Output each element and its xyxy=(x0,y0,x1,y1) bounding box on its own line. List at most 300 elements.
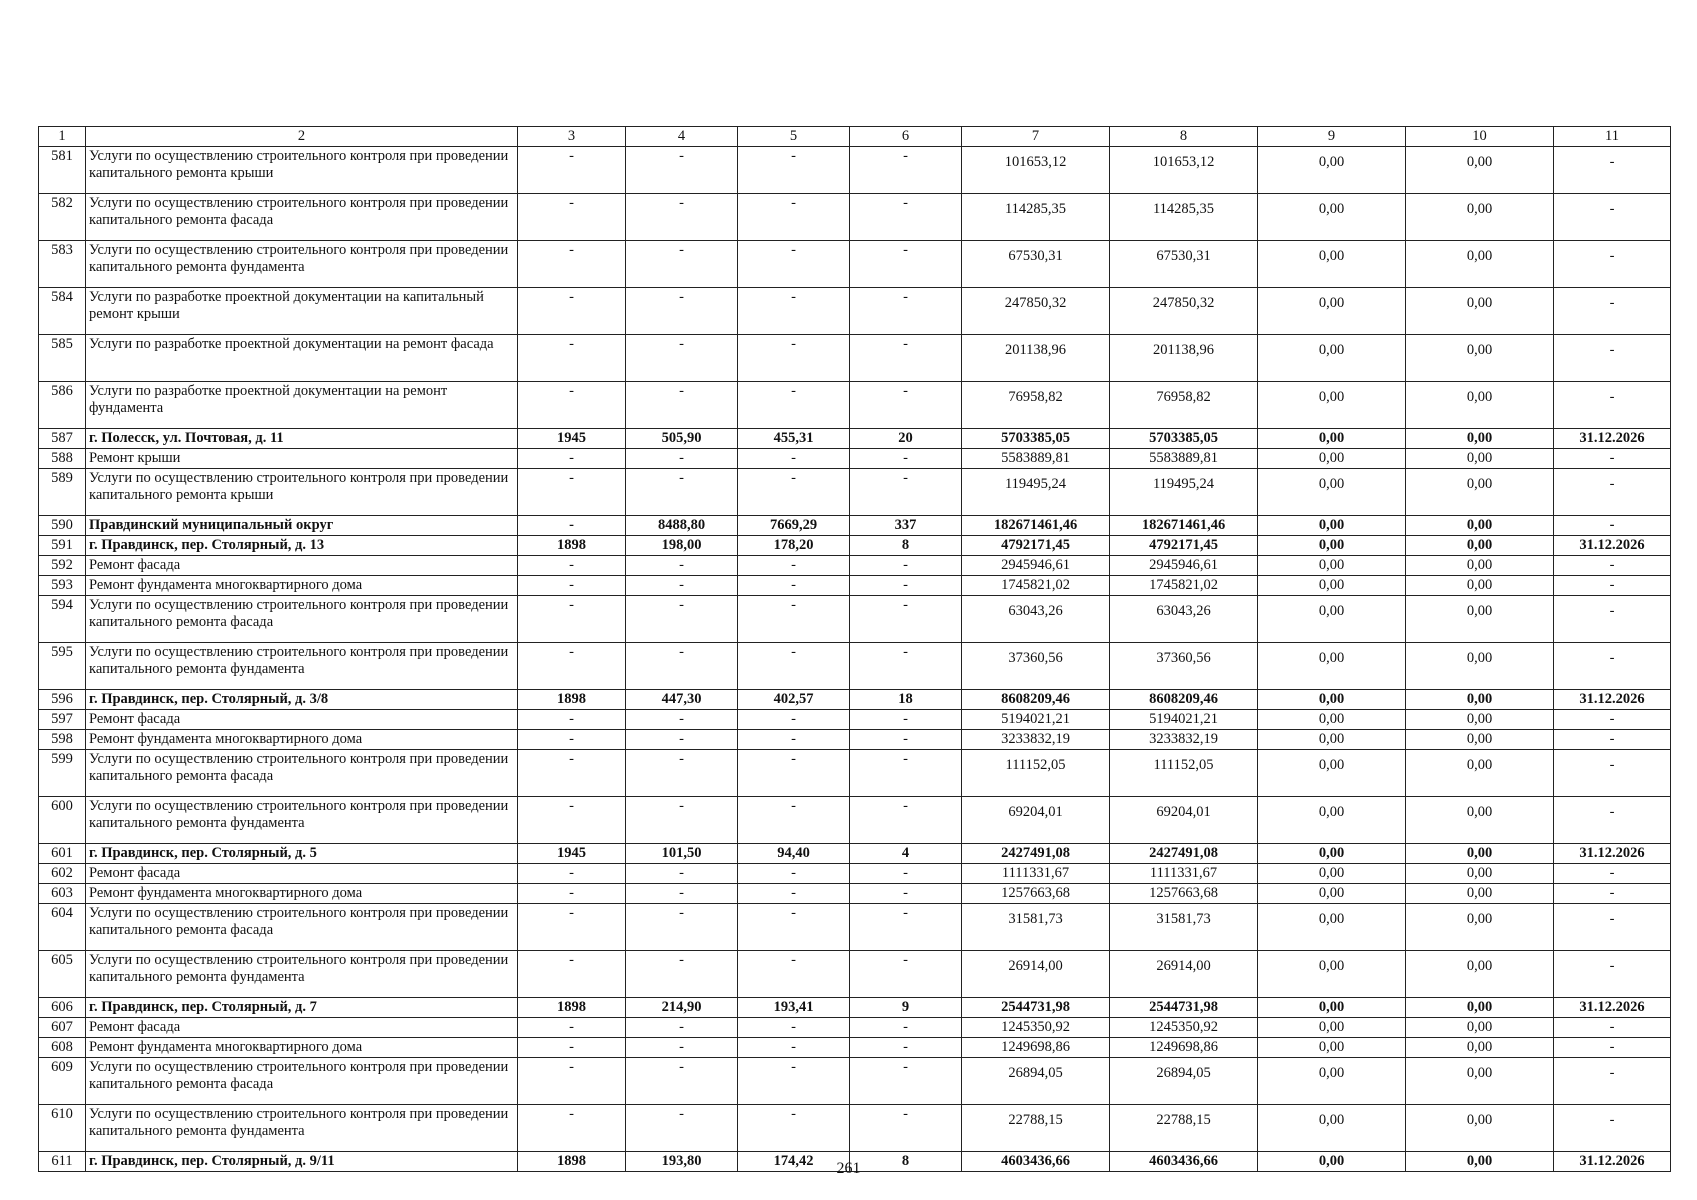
value-cell-7: 67530,31 xyxy=(962,241,1110,288)
value-cell-9: 0,00 xyxy=(1258,643,1406,690)
value-cell-3: - xyxy=(518,288,626,335)
value-cell-3: - xyxy=(518,1105,626,1152)
table-row xyxy=(39,844,1671,864)
row-name-cell: Услуги по разработке проектной документации на капитальный ремонт крыши xyxy=(86,288,518,335)
table-row xyxy=(39,643,1671,690)
value-cell-9: 0,00 xyxy=(1258,750,1406,797)
row-number-cell: 588 xyxy=(39,449,86,469)
row-number-cell: 608 xyxy=(39,1038,86,1058)
value-cell-8: 26914,00 xyxy=(1110,951,1258,998)
value-cell-8: 63043,26 xyxy=(1110,596,1258,643)
value-cell-7: 37360,56 xyxy=(962,643,1110,690)
value-cell-8: 76958,82 xyxy=(1110,382,1258,429)
table-row xyxy=(39,469,1671,516)
page-number: 261 xyxy=(836,1160,861,1177)
row-number-cell: 611 xyxy=(39,1152,86,1172)
value-cell-4: 101,50 xyxy=(626,844,738,864)
value-cell-7: 26894,05 xyxy=(962,1058,1110,1105)
value-cell-3: - xyxy=(518,449,626,469)
value-cell-6: - xyxy=(850,710,962,730)
row-name-cell: Ремонт фундамента многоквартирного дома xyxy=(86,576,518,596)
value-cell-11: - xyxy=(1554,904,1671,951)
value-cell-10: 0,00 xyxy=(1406,147,1554,194)
row-number-cell: 584 xyxy=(39,288,86,335)
value-cell-6: - xyxy=(850,241,962,288)
row-number-cell: 604 xyxy=(39,904,86,951)
value-cell-10: 0,00 xyxy=(1406,536,1554,556)
value-cell-5: - xyxy=(738,1038,850,1058)
value-cell-3: - xyxy=(518,382,626,429)
value-cell-7: 201138,96 xyxy=(962,335,1110,382)
row-name-cell: г. Правдинск, пер. Столярный, д. 13 xyxy=(86,536,518,556)
value-cell-10: 0,00 xyxy=(1406,288,1554,335)
value-cell-10: 0,00 xyxy=(1406,429,1554,449)
value-cell-3: - xyxy=(518,643,626,690)
value-cell-10: 0,00 xyxy=(1406,1038,1554,1058)
value-cell-8: 5583889,81 xyxy=(1110,449,1258,469)
value-cell-4: - xyxy=(626,1105,738,1152)
value-cell-9: 0,00 xyxy=(1258,710,1406,730)
value-cell-6: - xyxy=(850,288,962,335)
value-cell-5: - xyxy=(738,864,850,884)
value-cell-10: 0,00 xyxy=(1406,1018,1554,1038)
value-cell-4: - xyxy=(626,1038,738,1058)
row-name-cell: Ремонт фасада xyxy=(86,710,518,730)
value-cell-9: 0,00 xyxy=(1258,596,1406,643)
value-cell-4: - xyxy=(626,884,738,904)
value-cell-10: 0,00 xyxy=(1406,382,1554,429)
value-cell-3: 1945 xyxy=(518,844,626,864)
value-cell-8: 1111331,67 xyxy=(1110,864,1258,884)
table-row xyxy=(39,864,1671,884)
value-cell-11: - xyxy=(1554,596,1671,643)
value-cell-8: 69204,01 xyxy=(1110,797,1258,844)
value-cell-10: 0,00 xyxy=(1406,241,1554,288)
value-cell-11: - xyxy=(1554,1018,1671,1038)
row-number-cell: 586 xyxy=(39,382,86,429)
value-cell-4: 447,30 xyxy=(626,690,738,710)
value-cell-7: 1111331,67 xyxy=(962,864,1110,884)
value-cell-11: - xyxy=(1554,288,1671,335)
value-cell-11: 31.12.2026 xyxy=(1554,690,1671,710)
row-name-cell: Услуги по осуществлению строительного контроля при проведении капитального ремонта фасада xyxy=(86,194,518,241)
table-row xyxy=(39,429,1671,449)
value-cell-3: 1898 xyxy=(518,1152,626,1172)
value-cell-9: 0,00 xyxy=(1258,884,1406,904)
row-name-cell: Ремонт фасада xyxy=(86,1018,518,1038)
value-cell-11: - xyxy=(1554,449,1671,469)
header-cell: 8 xyxy=(1110,127,1258,147)
value-cell-6: 9 xyxy=(850,998,962,1018)
value-cell-8: 8608209,46 xyxy=(1110,690,1258,710)
value-cell-9: 0,00 xyxy=(1258,147,1406,194)
value-cell-9: 0,00 xyxy=(1258,469,1406,516)
value-cell-4: - xyxy=(626,335,738,382)
value-cell-9: 0,00 xyxy=(1258,998,1406,1018)
value-cell-10: 0,00 xyxy=(1406,690,1554,710)
value-cell-5: - xyxy=(738,147,850,194)
value-cell-5: - xyxy=(738,194,850,241)
table-row xyxy=(39,1018,1671,1038)
value-cell-6: 18 xyxy=(850,690,962,710)
value-cell-10: 0,00 xyxy=(1406,750,1554,797)
value-cell-5: - xyxy=(738,576,850,596)
value-cell-3: 1898 xyxy=(518,690,626,710)
value-cell-6: - xyxy=(850,730,962,750)
value-cell-4: - xyxy=(626,951,738,998)
value-cell-4: - xyxy=(626,643,738,690)
value-cell-10: 0,00 xyxy=(1406,643,1554,690)
value-cell-6: - xyxy=(850,904,962,951)
value-cell-11: - xyxy=(1554,241,1671,288)
row-number-cell: 595 xyxy=(39,643,86,690)
value-cell-6: 4 xyxy=(850,844,962,864)
row-number-cell: 587 xyxy=(39,429,86,449)
value-cell-8: 247850,32 xyxy=(1110,288,1258,335)
value-cell-5: 193,41 xyxy=(738,998,850,1018)
row-name-cell: Услуги по осуществлению строительного контроля при проведении капитального ремонта фасада xyxy=(86,596,518,643)
value-cell-3: - xyxy=(518,576,626,596)
row-name-cell: Услуги по осуществлению строительного контроля при проведении капитального ремонта фундамента xyxy=(86,643,518,690)
value-cell-3: - xyxy=(518,516,626,536)
value-cell-10: 0,00 xyxy=(1406,516,1554,536)
value-cell-9: 0,00 xyxy=(1258,516,1406,536)
value-cell-7: 2427491,08 xyxy=(962,844,1110,864)
row-number-cell: 596 xyxy=(39,690,86,710)
row-number-cell: 583 xyxy=(39,241,86,288)
value-cell-11: - xyxy=(1554,710,1671,730)
value-cell-3: - xyxy=(518,710,626,730)
row-number-cell: 598 xyxy=(39,730,86,750)
value-cell-8: 2945946,61 xyxy=(1110,556,1258,576)
value-cell-9: 0,00 xyxy=(1258,536,1406,556)
value-cell-6: - xyxy=(850,449,962,469)
value-cell-3: - xyxy=(518,1018,626,1038)
value-cell-10: 0,00 xyxy=(1406,730,1554,750)
value-cell-7: 247850,32 xyxy=(962,288,1110,335)
row-number-cell: 605 xyxy=(39,951,86,998)
value-cell-5: - xyxy=(738,469,850,516)
row-name-cell: Ремонт фундамента многоквартирного дома xyxy=(86,730,518,750)
value-cell-11: - xyxy=(1554,469,1671,516)
row-name-cell: Ремонт фундамента многоквартирного дома xyxy=(86,884,518,904)
value-cell-10: 0,00 xyxy=(1406,864,1554,884)
value-cell-11: - xyxy=(1554,750,1671,797)
value-cell-9: 0,00 xyxy=(1258,288,1406,335)
value-cell-7: 76958,82 xyxy=(962,382,1110,429)
value-cell-6: - xyxy=(850,797,962,844)
value-cell-7: 2945946,61 xyxy=(962,556,1110,576)
row-number-cell: 597 xyxy=(39,710,86,730)
row-name-cell: Ремонт крыши xyxy=(86,449,518,469)
value-cell-3: - xyxy=(518,797,626,844)
value-cell-3: - xyxy=(518,1038,626,1058)
value-cell-11: 31.12.2026 xyxy=(1554,429,1671,449)
value-cell-11: - xyxy=(1554,951,1671,998)
table-row xyxy=(39,335,1671,382)
header-cell: 11 xyxy=(1554,127,1671,147)
value-cell-8: 111152,05 xyxy=(1110,750,1258,797)
table-row xyxy=(39,710,1671,730)
value-cell-5: 7669,29 xyxy=(738,516,850,536)
value-cell-10: 0,00 xyxy=(1406,469,1554,516)
value-cell-4: 505,90 xyxy=(626,429,738,449)
row-name-cell: Ремонт фасада xyxy=(86,556,518,576)
row-name-cell: Услуги по осуществлению строительного контроля при проведении капитального ремонта фундамента xyxy=(86,797,518,844)
value-cell-9: 0,00 xyxy=(1258,449,1406,469)
value-cell-6: - xyxy=(850,1038,962,1058)
row-number-cell: 592 xyxy=(39,556,86,576)
table-row xyxy=(39,241,1671,288)
row-number-cell: 590 xyxy=(39,516,86,536)
value-cell-3: - xyxy=(518,750,626,797)
value-cell-8: 3233832,19 xyxy=(1110,730,1258,750)
value-cell-11: - xyxy=(1554,1105,1671,1152)
value-cell-4: - xyxy=(626,797,738,844)
table-row xyxy=(39,556,1671,576)
table-row xyxy=(39,690,1671,710)
table-row xyxy=(39,904,1671,951)
value-cell-11: - xyxy=(1554,516,1671,536)
value-cell-7: 1249698,86 xyxy=(962,1038,1110,1058)
value-cell-11: - xyxy=(1554,1038,1671,1058)
value-cell-10: 0,00 xyxy=(1406,335,1554,382)
value-cell-8: 5703385,05 xyxy=(1110,429,1258,449)
table-row xyxy=(39,449,1671,469)
row-name-cell: Услуги по разработке проектной документации на ремонт фасада xyxy=(86,335,518,382)
row-number-cell: 609 xyxy=(39,1058,86,1105)
value-cell-8: 5194021,21 xyxy=(1110,710,1258,730)
value-cell-10: 0,00 xyxy=(1406,797,1554,844)
value-cell-8: 37360,56 xyxy=(1110,643,1258,690)
value-cell-5: 455,31 xyxy=(738,429,850,449)
value-cell-10: 0,00 xyxy=(1406,998,1554,1018)
value-cell-8: 1257663,68 xyxy=(1110,884,1258,904)
value-cell-11: - xyxy=(1554,382,1671,429)
value-cell-4: - xyxy=(626,556,738,576)
value-cell-10: 0,00 xyxy=(1406,1058,1554,1105)
row-number-cell: 593 xyxy=(39,576,86,596)
value-cell-4: - xyxy=(626,288,738,335)
row-name-cell: г. Правдинск, пер. Столярный, д. 5 xyxy=(86,844,518,864)
value-cell-10: 0,00 xyxy=(1406,951,1554,998)
value-cell-10: 0,00 xyxy=(1406,904,1554,951)
value-cell-8: 22788,15 xyxy=(1110,1105,1258,1152)
value-cell-7: 5194021,21 xyxy=(962,710,1110,730)
value-cell-11: 31.12.2026 xyxy=(1554,844,1671,864)
value-cell-6: - xyxy=(850,576,962,596)
value-cell-5: 402,57 xyxy=(738,690,850,710)
value-cell-4: - xyxy=(626,596,738,643)
value-cell-11: - xyxy=(1554,1058,1671,1105)
row-name-cell: Услуги по осуществлению строительного контроля при проведении капитального ремонта фундамента xyxy=(86,951,518,998)
value-cell-4: - xyxy=(626,469,738,516)
value-cell-5: - xyxy=(738,750,850,797)
value-cell-5: - xyxy=(738,643,850,690)
value-cell-10: 0,00 xyxy=(1406,576,1554,596)
value-cell-4: - xyxy=(626,750,738,797)
value-cell-5: - xyxy=(738,1105,850,1152)
row-name-cell: г. Правдинск, пер. Столярный, д. 9/11 xyxy=(86,1152,518,1172)
value-cell-3: - xyxy=(518,194,626,241)
value-cell-4: 193,80 xyxy=(626,1152,738,1172)
value-cell-6: - xyxy=(850,335,962,382)
value-cell-9: 0,00 xyxy=(1258,241,1406,288)
table-row xyxy=(39,951,1671,998)
row-number-cell: 589 xyxy=(39,469,86,516)
value-cell-6: - xyxy=(850,1105,962,1152)
value-cell-4: - xyxy=(626,710,738,730)
data-table xyxy=(38,126,1671,1172)
row-name-cell: Услуги по осуществлению строительного контроля при проведении капитального ремонта крыши xyxy=(86,147,518,194)
row-number-cell: 591 xyxy=(39,536,86,556)
table-row xyxy=(39,536,1671,556)
value-cell-11: - xyxy=(1554,730,1671,750)
value-cell-7: 111152,05 xyxy=(962,750,1110,797)
header-cell: 10 xyxy=(1406,127,1554,147)
value-cell-7: 31581,73 xyxy=(962,904,1110,951)
value-cell-8: 119495,24 xyxy=(1110,469,1258,516)
value-cell-5: 94,40 xyxy=(738,844,850,864)
value-cell-8: 1245350,92 xyxy=(1110,1018,1258,1038)
value-cell-11: - xyxy=(1554,147,1671,194)
row-number-cell: 594 xyxy=(39,596,86,643)
value-cell-11: - xyxy=(1554,797,1671,844)
value-cell-8: 26894,05 xyxy=(1110,1058,1258,1105)
value-cell-8: 182671461,46 xyxy=(1110,516,1258,536)
table-row xyxy=(39,1058,1671,1105)
value-cell-8: 101653,12 xyxy=(1110,147,1258,194)
table-row xyxy=(39,288,1671,335)
value-cell-6: - xyxy=(850,750,962,797)
value-cell-6: 20 xyxy=(850,429,962,449)
value-cell-3: - xyxy=(518,596,626,643)
value-cell-4: - xyxy=(626,576,738,596)
value-cell-9: 0,00 xyxy=(1258,904,1406,951)
value-cell-3: - xyxy=(518,884,626,904)
value-cell-9: 0,00 xyxy=(1258,335,1406,382)
value-cell-5: - xyxy=(738,951,850,998)
row-name-cell: Услуги по осуществлению строительного контроля при проведении капитального ремонта фасада xyxy=(86,750,518,797)
value-cell-5: - xyxy=(738,335,850,382)
table-row xyxy=(39,516,1671,536)
value-cell-10: 0,00 xyxy=(1406,1105,1554,1152)
value-cell-9: 0,00 xyxy=(1258,1038,1406,1058)
value-cell-11: - xyxy=(1554,643,1671,690)
value-cell-9: 0,00 xyxy=(1258,844,1406,864)
row-name-cell: Услуги по осуществлению строительного контроля при проведении капитального ремонта фасада xyxy=(86,904,518,951)
value-cell-8: 1745821,02 xyxy=(1110,576,1258,596)
value-cell-9: 0,00 xyxy=(1258,1152,1406,1172)
header-cell: 5 xyxy=(738,127,850,147)
row-name-cell: г. Правдинск, пер. Столярный, д. 7 xyxy=(86,998,518,1018)
value-cell-9: 0,00 xyxy=(1258,690,1406,710)
value-cell-7: 5583889,81 xyxy=(962,449,1110,469)
value-cell-9: 0,00 xyxy=(1258,730,1406,750)
value-cell-5: 174,42 xyxy=(738,1152,850,1172)
table-row xyxy=(39,884,1671,904)
value-cell-3: - xyxy=(518,335,626,382)
value-cell-8: 67530,31 xyxy=(1110,241,1258,288)
table-row xyxy=(39,382,1671,429)
value-cell-6: 8 xyxy=(850,536,962,556)
value-cell-9: 0,00 xyxy=(1258,194,1406,241)
value-cell-3: - xyxy=(518,904,626,951)
table-row xyxy=(39,596,1671,643)
value-cell-7: 101653,12 xyxy=(962,147,1110,194)
value-cell-5: - xyxy=(738,710,850,730)
value-cell-5: - xyxy=(738,797,850,844)
value-cell-8: 2427491,08 xyxy=(1110,844,1258,864)
value-cell-5: - xyxy=(738,884,850,904)
value-cell-9: 0,00 xyxy=(1258,429,1406,449)
value-cell-4: - xyxy=(626,241,738,288)
value-cell-4: 214,90 xyxy=(626,998,738,1018)
row-name-cell: Услуги по осуществлению строительного контроля при проведении капитального ремонта фундамента xyxy=(86,241,518,288)
value-cell-4: - xyxy=(626,1018,738,1038)
table-row xyxy=(39,147,1671,194)
value-cell-9: 0,00 xyxy=(1258,382,1406,429)
value-cell-6: - xyxy=(850,864,962,884)
value-cell-5: 178,20 xyxy=(738,536,850,556)
row-number-cell: 610 xyxy=(39,1105,86,1152)
row-name-cell: Услуги по осуществлению строительного контроля при проведении капитального ремонта крыши xyxy=(86,469,518,516)
value-cell-11: - xyxy=(1554,335,1671,382)
value-cell-4: - xyxy=(626,382,738,429)
value-cell-9: 0,00 xyxy=(1258,797,1406,844)
value-cell-7: 4792171,45 xyxy=(962,536,1110,556)
value-cell-6: - xyxy=(850,643,962,690)
value-cell-7: 182671461,46 xyxy=(962,516,1110,536)
table-body xyxy=(39,127,1671,1172)
value-cell-4: - xyxy=(626,730,738,750)
value-cell-7: 63043,26 xyxy=(962,596,1110,643)
value-cell-4: - xyxy=(626,1058,738,1105)
value-cell-4: - xyxy=(626,864,738,884)
value-cell-8: 4792171,45 xyxy=(1110,536,1258,556)
value-cell-3: - xyxy=(518,469,626,516)
value-cell-3: 1898 xyxy=(518,998,626,1018)
table-row xyxy=(39,576,1671,596)
value-cell-5: - xyxy=(738,449,850,469)
value-cell-5: - xyxy=(738,288,850,335)
value-cell-6: - xyxy=(850,951,962,998)
value-cell-5: - xyxy=(738,382,850,429)
value-cell-9: 0,00 xyxy=(1258,864,1406,884)
value-cell-7: 119495,24 xyxy=(962,469,1110,516)
value-cell-5: - xyxy=(738,730,850,750)
value-cell-9: 0,00 xyxy=(1258,1058,1406,1105)
value-cell-6: - xyxy=(850,382,962,429)
value-cell-5: - xyxy=(738,1058,850,1105)
value-cell-6: - xyxy=(850,1058,962,1105)
value-cell-9: 0,00 xyxy=(1258,1018,1406,1038)
value-cell-4: - xyxy=(626,904,738,951)
row-number-cell: 581 xyxy=(39,147,86,194)
value-cell-8: 114285,35 xyxy=(1110,194,1258,241)
value-cell-6: - xyxy=(850,194,962,241)
value-cell-7: 8608209,46 xyxy=(962,690,1110,710)
value-cell-8: 201138,96 xyxy=(1110,335,1258,382)
value-cell-3: 1945 xyxy=(518,429,626,449)
value-cell-5: - xyxy=(738,556,850,576)
value-cell-11: 31.12.2026 xyxy=(1554,998,1671,1018)
value-cell-3: - xyxy=(518,556,626,576)
value-cell-7: 1245350,92 xyxy=(962,1018,1110,1038)
table-row xyxy=(39,730,1671,750)
row-number-cell: 599 xyxy=(39,750,86,797)
value-cell-11: - xyxy=(1554,884,1671,904)
